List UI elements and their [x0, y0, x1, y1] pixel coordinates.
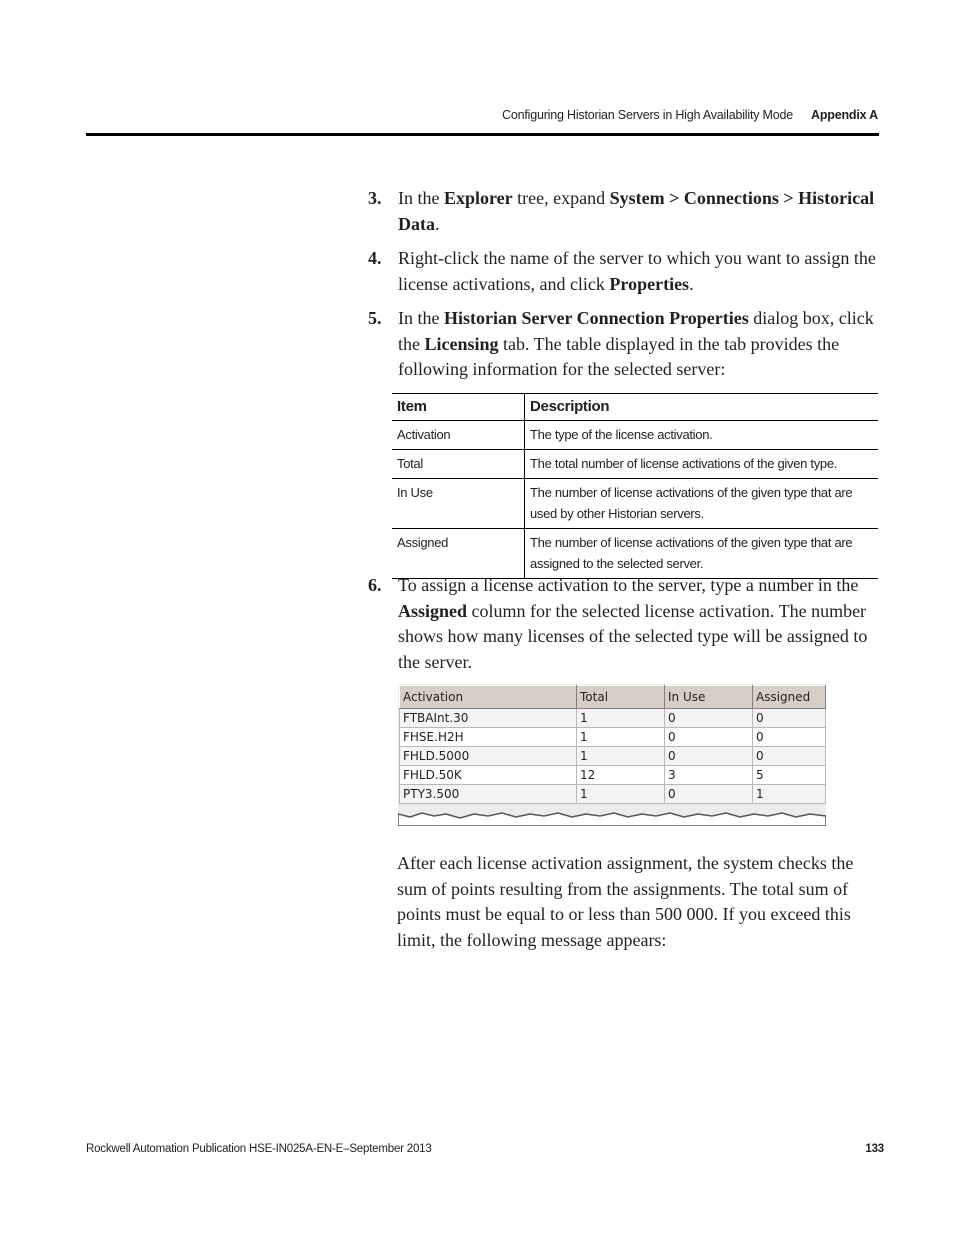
- assigned-cell[interactable]: 1: [753, 785, 826, 804]
- table-header-row: [392, 394, 878, 421]
- header-title: Configuring Historian Servers in High Availability Mode: [502, 108, 794, 122]
- table-row: Total The total number of license activations of the given type.: [392, 450, 878, 479]
- assigned-cell[interactable]: 0: [753, 728, 826, 747]
- step-5: [368, 306, 880, 383]
- grid-row[interactable]: FHLD.50K 12 3 5: [400, 766, 826, 785]
- step-number: 5.: [368, 308, 382, 328]
- step-4: [368, 246, 880, 297]
- grid-header-activation[interactable]: Activation: [400, 686, 577, 709]
- step-number: 4.: [368, 248, 382, 268]
- grid-header-row: [400, 686, 826, 709]
- assigned-cell[interactable]: 0: [753, 747, 826, 766]
- step-text: In the Explorer tree, expand System > Connections > Historical Data.: [398, 188, 875, 234]
- assigned-cell[interactable]: 0: [753, 709, 826, 728]
- table-row: Assigned The number of license activations of the given type that are assigned to the selected server.: [392, 529, 878, 579]
- license-activation-grid: [399, 685, 826, 804]
- licensing-grid-screenshot: [398, 684, 826, 826]
- step-text: To assign a license activation to the server, type a number in the Assigned column for the selected license activation. The number shows how many licenses of the selected type will be assigned to the server.: [398, 575, 868, 672]
- table-row: Activation The type of the license activation.: [392, 421, 878, 450]
- step-6: [368, 573, 880, 675]
- header-appendix: Appendix A: [811, 108, 878, 122]
- grid-header-in-use[interactable]: In Use: [665, 686, 753, 709]
- column-header-item: Item: [392, 394, 525, 421]
- grid-row[interactable]: FHLD.5000 1 0 0: [400, 747, 826, 766]
- grid-header-assigned[interactable]: Assigned: [753, 686, 826, 709]
- assigned-cell[interactable]: 5: [753, 766, 826, 785]
- step-text: In the Historian Server Connection Properties dialog box, click the Licensing tab. The table displayed in the tab provides the following information for the selected server:: [398, 308, 874, 379]
- step-3: [368, 186, 880, 237]
- grid-row[interactable]: FHSE.H2H 1 0 0: [400, 728, 826, 747]
- grid-row[interactable]: FTBAInt.30 1 0 0: [400, 709, 826, 728]
- header-rule: [86, 133, 879, 136]
- step-number: 6.: [368, 575, 382, 595]
- licensing-description-table: [392, 393, 878, 579]
- footer-publication: Rockwell Automation Publication HSE-IN025A-EN-E–September 2013: [86, 1143, 432, 1155]
- table-row: In Use The number of license activations of the given type that are used by other Historian servers.: [392, 479, 878, 529]
- running-header: [502, 108, 878, 122]
- step-number: 3.: [368, 188, 382, 208]
- grid-row[interactable]: PTY3.500 1 0 1: [400, 785, 826, 804]
- page-number: 133: [865, 1143, 884, 1155]
- column-header-description: Description: [525, 394, 879, 421]
- grid-header-total[interactable]: Total: [577, 686, 665, 709]
- step-text: Right-click the name of the server to which you want to assign the license activations, and click Properties.: [398, 248, 876, 294]
- limit-paragraph: After each license activation assignment, the system checks the sum of points resulting from the assignments. The total sum of points must be equal to or less than 500 000. If you exceed this limit, the following message appears:: [397, 853, 854, 950]
- torn-edge: [398, 802, 826, 826]
